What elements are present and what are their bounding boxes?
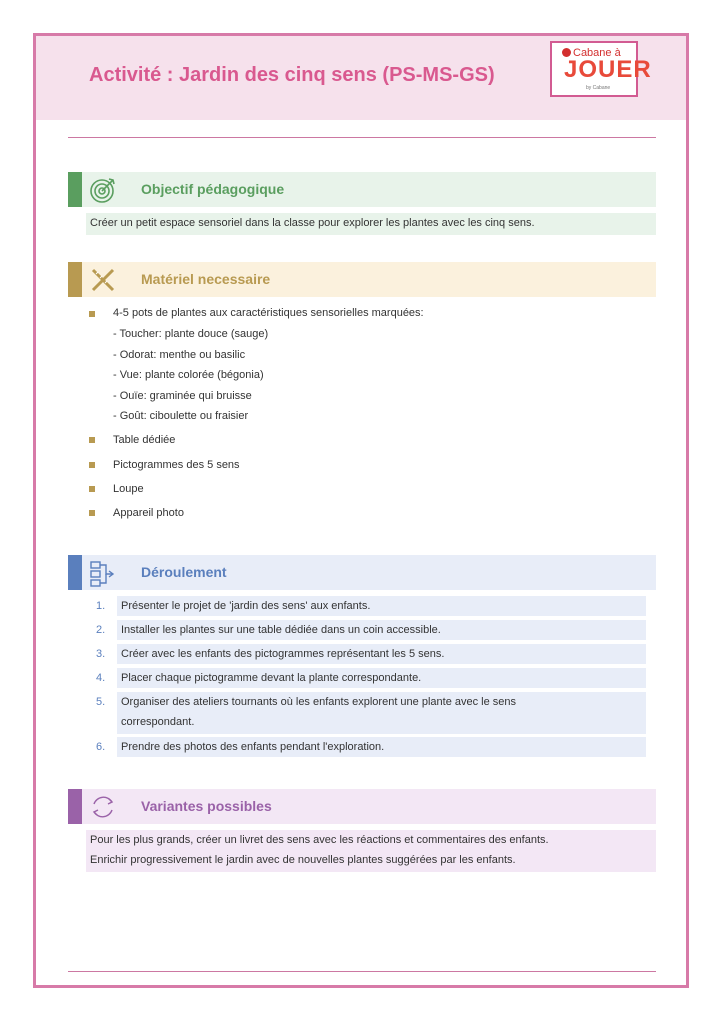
section-accent-bar: [68, 262, 82, 297]
logo-sub-text: by Cabane: [586, 85, 611, 91]
section-objective-header: [68, 172, 656, 207]
step-item: [117, 596, 646, 616]
section-materials-title: Matériel necessaire: [141, 271, 271, 287]
bullet-square: [89, 311, 95, 317]
target-icon: [88, 175, 118, 205]
step-text: Organiser des ateliers tournants où les enfants explorent une plante avec le sens: [121, 696, 517, 708]
step-item: [117, 668, 646, 688]
step-text: Placer chaque pictogramme devant la plante correspondante.: [121, 672, 422, 684]
material-item: Table dédiée: [113, 434, 176, 446]
objective-text: Créer un petit espace sensoriel dans la classe pour explorer les plantes avec les cinq sens.: [90, 217, 535, 229]
section-materials-header: [68, 262, 656, 297]
step-text: Présenter le projet de 'jardin des sens' aux enfants.: [121, 600, 371, 612]
step-text: correspondant.: [121, 716, 195, 728]
step-number: 3.: [96, 648, 106, 660]
material-subitem: - Vue: plante colorée (bégonia): [113, 369, 264, 381]
brand-logo: [550, 41, 652, 97]
bullet-square: [89, 462, 95, 468]
variants-box: [86, 830, 656, 872]
material-item: Pictogrammes des 5 sens: [113, 459, 240, 471]
material-item: Loupe: [113, 483, 144, 495]
section-accent-bar: [68, 172, 82, 207]
material-subitem: - Ouïe: graminée qui bruisse: [113, 390, 252, 402]
step-item: [117, 620, 646, 640]
material-subitem: - Goût: ciboulette ou fraisier: [113, 410, 249, 422]
section-steps-title: Déroulement: [141, 564, 227, 580]
bullet-square: [89, 510, 95, 516]
material-subitem: - Odorat: menthe ou basilic: [113, 349, 246, 361]
step-number: 4.: [96, 672, 106, 684]
flow-steps-icon: [88, 558, 118, 588]
bullet-square: [89, 437, 95, 443]
cycle-arrows-icon: [88, 792, 118, 822]
section-variants-header: [68, 789, 656, 824]
bottom-divider: [68, 971, 656, 972]
section-accent-bar: [68, 789, 82, 824]
step-number: 1.: [96, 600, 106, 612]
bullet-square: [89, 486, 95, 492]
step-number: 6.: [96, 741, 106, 753]
variant-line: Enrichir progressivement le jardin avec de nouvelles plantes suggérées par les enfants.: [90, 854, 516, 866]
logo-main-text: JOUER: [564, 56, 652, 83]
section-steps-header: [68, 555, 656, 590]
step-item: [117, 737, 646, 757]
step-item: [117, 644, 646, 664]
objective-box: [86, 213, 656, 235]
variant-line: Pour les plus grands, créer un livret des sens avec les réactions et commentaires des enfants.: [90, 834, 549, 846]
pencil-ruler-icon: [88, 265, 118, 295]
step-text: Prendre des photos des enfants pendant l'exploration.: [121, 741, 385, 753]
material-item: Appareil photo: [113, 507, 184, 519]
top-divider: [68, 137, 656, 138]
section-variants-title: Variantes possibles: [141, 798, 272, 814]
step-text: Créer avec les enfants des pictogrammes représentant les 5 sens.: [121, 648, 445, 660]
page-title: Activité : Jardin des cinq sens (PS-MS-GS): [89, 64, 495, 86]
material-item: 4-5 pots de plantes aux caractéristiques sensorielles marquées:: [113, 307, 424, 319]
step-number: 2.: [96, 624, 106, 636]
section-accent-bar: [68, 555, 82, 590]
material-subitem: - Toucher: plante douce (sauge): [113, 328, 269, 340]
step-item: [117, 692, 646, 734]
step-number: 5.: [96, 696, 106, 708]
section-objective-title: Objectif pédagogique: [141, 181, 285, 197]
step-text: Installer les plantes sur une table dédiée dans un coin accessible.: [121, 624, 441, 636]
logo-top-text: Cabane à: [562, 47, 621, 59]
